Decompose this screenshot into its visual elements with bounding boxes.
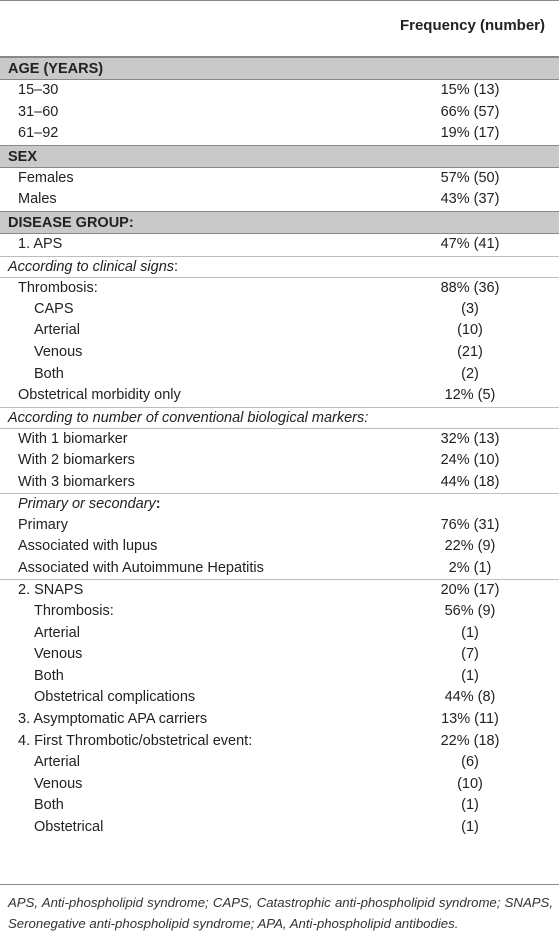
row-label: Obstetrical morbidity only (18, 387, 181, 404)
row-label: Venous (34, 775, 83, 792)
table-row (0, 536, 559, 558)
row-value: (1) (461, 624, 479, 641)
table-row (0, 601, 559, 623)
table-row (0, 515, 559, 537)
row-value: 44% (18) (440, 473, 500, 490)
column-header-frequency: Frequency (number) (399, 17, 545, 34)
row-label: Both (34, 667, 64, 684)
row-value: 44% (8) (444, 689, 496, 706)
row-value: (10) (457, 322, 483, 339)
row-label: 1. APS (18, 235, 63, 252)
row-label: Arterial (34, 322, 80, 339)
row-label: 3. Asymptomatic APA carriers (18, 711, 208, 728)
table-row (0, 558, 559, 580)
table-row (0, 168, 559, 190)
row-value: 76% (31) (440, 516, 500, 533)
table-row (0, 774, 559, 796)
table-body (0, 57, 559, 839)
table-row (0, 123, 559, 145)
table-row (0, 666, 559, 688)
row-label: With 1 biomarker (18, 431, 128, 448)
row-value: (1) (461, 667, 479, 684)
row-value: 47% (41) (440, 235, 500, 252)
table-row (0, 428, 559, 450)
row-label: According to number of conventional biological markers: (8, 409, 369, 426)
row-value: (1) (461, 819, 479, 835)
row-label: DISEASE GROUP: (8, 214, 134, 231)
table-row (0, 795, 559, 817)
table-row (0, 579, 559, 601)
row-label: According to clinical signs: (8, 258, 179, 275)
row-label: Thrombosis: (34, 603, 114, 620)
row-value: 13% (11) (441, 711, 499, 728)
row-label: Arterial (34, 624, 80, 641)
row-label: 31–60 (18, 103, 59, 120)
row-label: Venous (34, 646, 83, 663)
table-row (0, 256, 559, 278)
row-label: Both (34, 365, 64, 382)
row-label: Thrombosis: (18, 280, 98, 297)
row-value: 88% (36) (440, 280, 500, 297)
row-label: Primary (18, 516, 68, 533)
row-label: Associated with lupus (18, 538, 158, 555)
table-row (0, 299, 559, 321)
row-value: (3) (461, 300, 479, 317)
table-row (0, 320, 559, 342)
table-row (0, 450, 559, 472)
footnote: APS, Anti-phospholipid syndrome; CAPS, Catastrophic anti-phospholipid syndrome; SNAPS, Seronegative anti-phospholipid syndrome; APA, Anti-phospholipid antibodies. (8, 895, 553, 931)
row-label: AGE (YEARS) (8, 61, 104, 77)
table-row (0, 80, 559, 102)
table-header (0, 0, 559, 57)
row-value: 20% (17) (440, 582, 500, 599)
table-row (0, 623, 559, 645)
row-label: Males (18, 191, 57, 208)
row-value: 56% (9) (444, 603, 496, 620)
row-label-colon: : (174, 258, 179, 275)
row-value: 22% (9) (444, 538, 496, 555)
bottom-rule (0, 884, 559, 885)
row-value: 12% (5) (444, 387, 496, 404)
table-row (0, 472, 559, 494)
row-label: With 3 biomarkers (18, 473, 135, 490)
row-value: (6) (461, 754, 479, 771)
row-label: Obstetrical complications (34, 689, 196, 706)
row-label: Females (18, 169, 74, 186)
section-header-row (0, 57, 559, 80)
table-row (0, 644, 559, 666)
row-value: 66% (57) (440, 103, 500, 120)
table-row (0, 407, 559, 429)
row-value: (7) (461, 646, 479, 663)
row-label: 2. SNAPS (18, 582, 84, 599)
table-row (0, 234, 559, 256)
section-header-row (0, 145, 559, 168)
row-label: Arterial (34, 754, 80, 771)
row-value: 24% (10) (440, 451, 500, 468)
row-value: 22% (18) (440, 732, 500, 749)
table-row (0, 709, 559, 731)
row-value: 43% (37) (440, 191, 500, 208)
row-value: (21) (457, 343, 483, 360)
row-label: Obstetrical (34, 819, 104, 835)
table-row (0, 817, 559, 839)
table-row (0, 342, 559, 364)
table-row (0, 385, 559, 407)
row-label: 61–92 (18, 125, 59, 142)
row-label: 4. First Thrombotic/obstetrical event: (18, 732, 253, 749)
table-row (0, 189, 559, 211)
row-value: 15% (13) (440, 82, 500, 98)
row-label: Associated with Autoimmune Hepatitis (18, 559, 264, 576)
row-value: (1) (461, 797, 479, 814)
table-row (0, 277, 559, 299)
row-label: CAPS (34, 300, 74, 317)
table-row (0, 752, 559, 774)
row-value: 19% (17) (440, 125, 500, 142)
row-value: (10) (457, 775, 483, 792)
row-label: 15–30 (18, 82, 59, 98)
row-label: Venous (34, 343, 83, 360)
row-value: 57% (50) (440, 169, 500, 186)
row-label: With 2 biomarkers (18, 451, 135, 468)
row-label-colon: : (155, 496, 161, 513)
row-label: Primary or secondary: (18, 496, 161, 513)
table-row (0, 493, 559, 515)
table-row (0, 364, 559, 386)
row-label: Both (34, 797, 64, 814)
section-header-row (0, 211, 559, 234)
table-row (0, 687, 559, 709)
row-label: SEX (8, 148, 38, 165)
row-value: (2) (461, 365, 479, 382)
row-value: 32% (13) (440, 431, 500, 448)
table-row (0, 102, 559, 124)
row-value: 2% (1) (448, 559, 492, 576)
table-row (0, 731, 559, 753)
